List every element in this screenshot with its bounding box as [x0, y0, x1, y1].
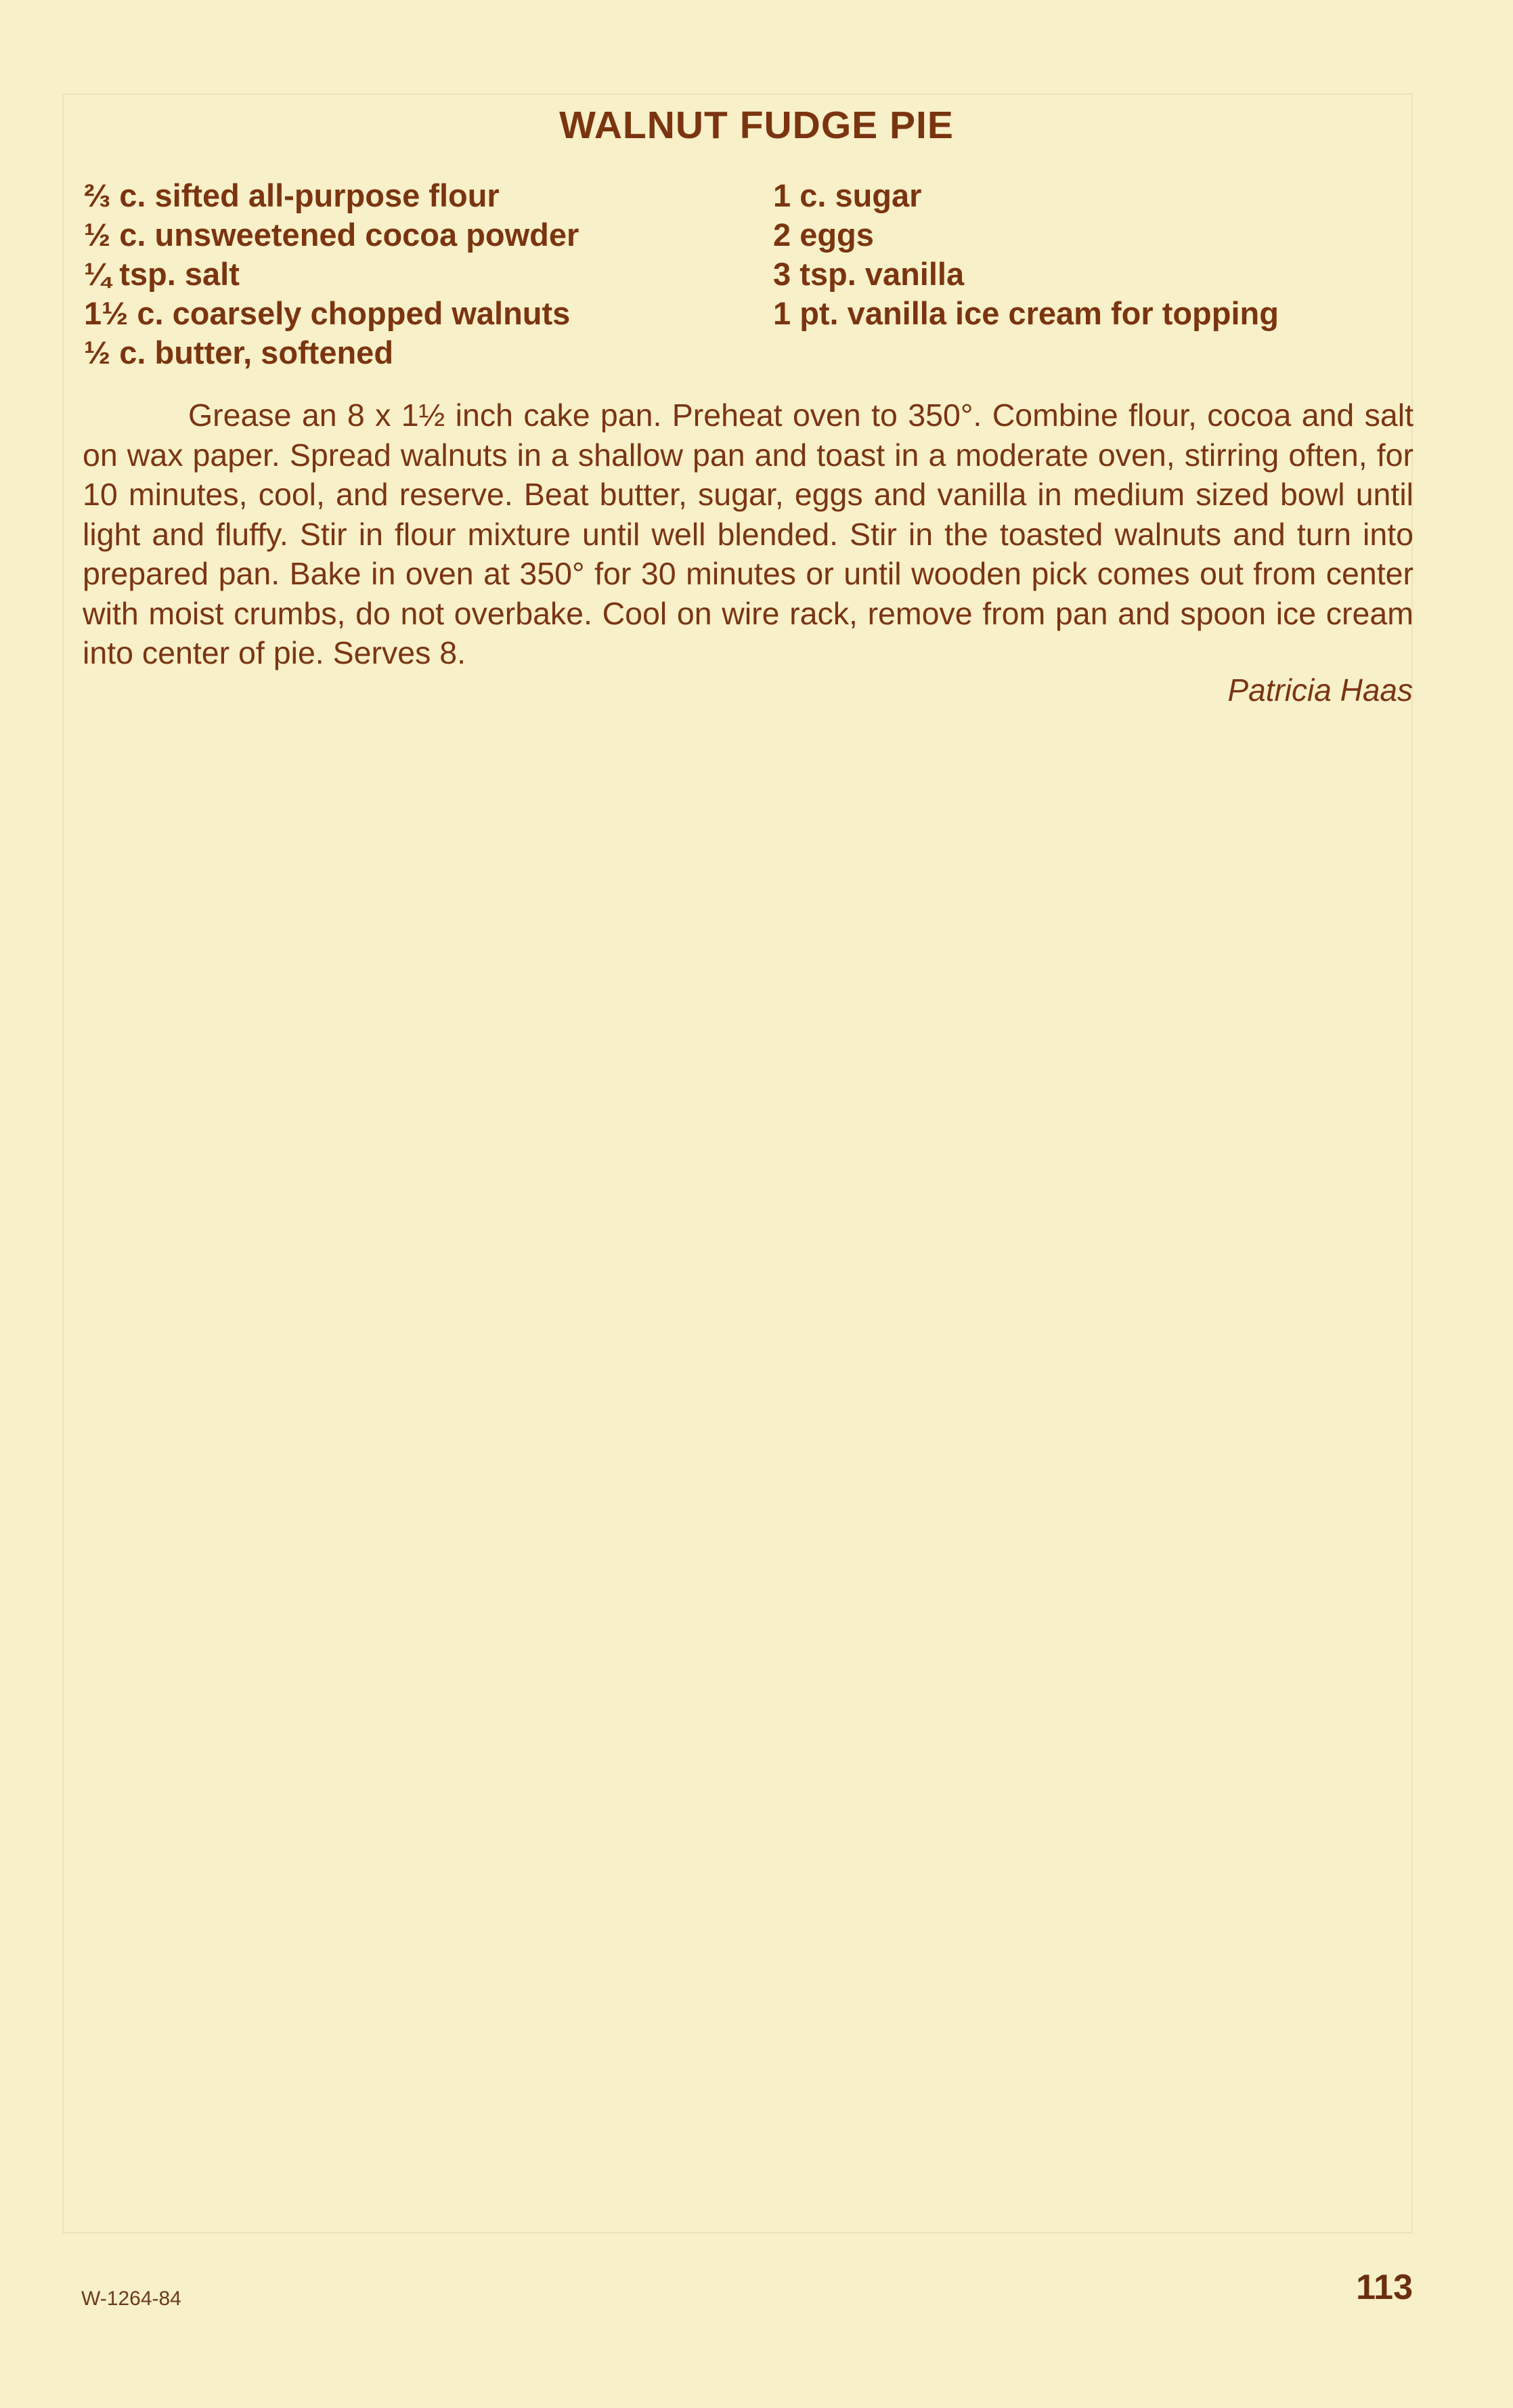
- ingredient-item: ½ c. unsweetened cocoa powder: [84, 217, 579, 253]
- ingredient-item: ¼ tsp. salt: [84, 256, 240, 292]
- page-number: 113: [1356, 2268, 1413, 2307]
- ingredients-list-left: [84, 176, 579, 372]
- ingredient-item: 1 pt. vanilla ice cream for topping: [773, 295, 1279, 331]
- footer-code: W-1264-84: [81, 2287, 181, 2310]
- recipe-author: Patricia Haas: [1227, 672, 1413, 708]
- ingredient-item: 2 eggs: [773, 217, 874, 253]
- ingredients-list-right: [773, 176, 1279, 333]
- ingredient-item: ⅔ c. sifted all-purpose flour: [84, 177, 500, 213]
- ingredient-item: 3 tsp. vanilla: [773, 256, 965, 292]
- recipe-instructions: Grease an 8 x 1½ inch cake pan. Preheat oven to 350°. Combine flour, cocoa and salt on wax paper. Spread walnuts in a shallow pan and toast in a moderate oven, stirring often, for 10 minutes, cool, and reserve. Beat butter, sugar, eggs and vanilla in medium sized bowl until light and fluffy. Stir in flour mixture until well blended. Stir in the toasted walnuts and turn into prepared pan. Bake in oven at 350° for 30 minutes or until wooden pick comes out from center with moist crumbs, do not overbake. Cool on wire rack, remove from pan and spoon ice cream into center of pie. Serves 8.: [83, 397, 1413, 670]
- ingredient-item: ½ c. butter, softened: [84, 335, 394, 370]
- recipe-title: WALNUT FUDGE PIE: [559, 104, 954, 147]
- ingredient-item: 1½ c. coarsely chopped walnuts: [84, 295, 571, 331]
- ingredient-item: 1 c. sugar: [773, 177, 922, 213]
